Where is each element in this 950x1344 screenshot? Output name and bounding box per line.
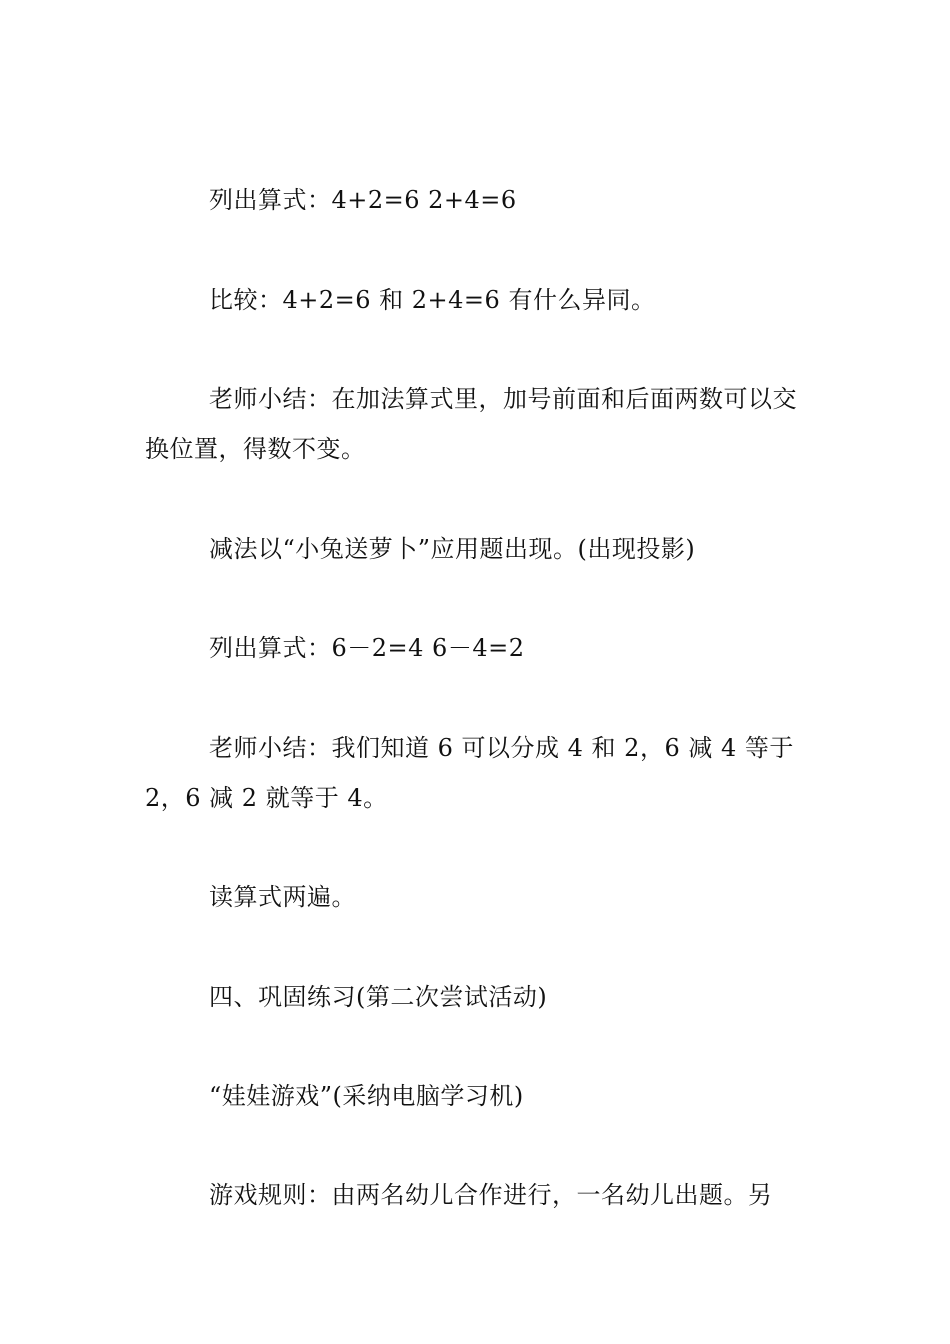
paragraph-doll-game: “娃娃游戏”(采纳电脑学习机) (209, 1082, 524, 1110)
paragraph-teacher-summary-addition: 老师小结：在加法算式里，加号前面和后面两数可以交换位置，得数不变。 (145, 385, 797, 463)
section-heading-practice: 四、巩固练习(第二次尝试活动) (209, 983, 548, 1011)
paragraph-subtraction-problem: 减法以“小兔送萝卜”应用题出现。(出现投影) (209, 535, 696, 563)
paragraph-subtraction-formulas: 列出算式：6－2=4 6－4=2 (209, 634, 525, 662)
paragraph-read-formulas: 读算式两遍。 (209, 883, 356, 911)
paragraph-game-rules: 游戏规则：由两名幼儿合作进行，一名幼儿出题。另 (209, 1181, 773, 1209)
paragraph-compare-formulas: 比较：4+2=6 和 2+4=6 有什么异同。 (209, 286, 656, 314)
paragraph-addition-formulas: 列出算式：4+2=6 2+4=6 (209, 186, 517, 214)
paragraph-teacher-summary-subtraction: 老师小结：我们知道 6 可以分成 4 和 2，6 减 4 等于 2，6 减 2 就等于 4。 (145, 734, 794, 812)
